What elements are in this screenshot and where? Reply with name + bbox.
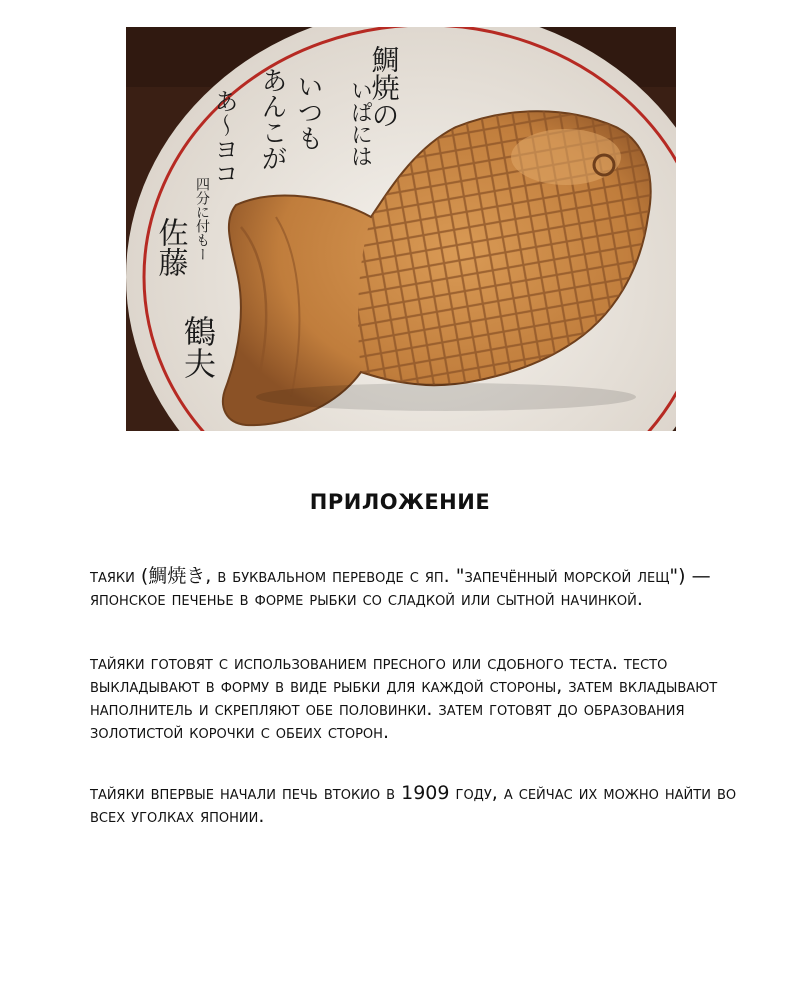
calligraphy-line-2: いぱには [347,79,373,167]
calligraphy-line-3: いつも [293,73,323,151]
paragraph-preparation: тайяки готовят с использованием пресного или сдобного теста. тесто выкладывают в форму в виде рыбки для каждой стороны, затем вкладывают наполнитель и скрепляют обе половинки. затем готовят до образования золотистой корочки с обеих сторон. [90,652,718,743]
calligraphy-line-1: 鯛焼の [367,45,401,129]
calligraphy-line-4: あんこが [257,67,287,171]
paragraph-history: тайяки впервые начали печь втокио в 1909 году, а сейчас их можно найти во всех уголках японии. [90,782,737,827]
calligraphy-line-6: 四分に付もー [194,177,210,261]
calligraphy-line-8: 鶴夫 [179,315,217,379]
taiyaki-photo [126,27,676,431]
paragraph-definition: таяки (鯛焼き, в буквальном переводе с яп. "запечённый морской лещ") — японское печенье в форме рыбки со сладкой или сытной начинкой. [90,565,711,610]
calligraphy-line-7: 佐藤 [152,217,188,277]
calligraphy-line-5: あ〜ヨコ [210,89,238,185]
taiyaki-illustration [126,27,676,431]
page-title: приложение [309,482,491,517]
